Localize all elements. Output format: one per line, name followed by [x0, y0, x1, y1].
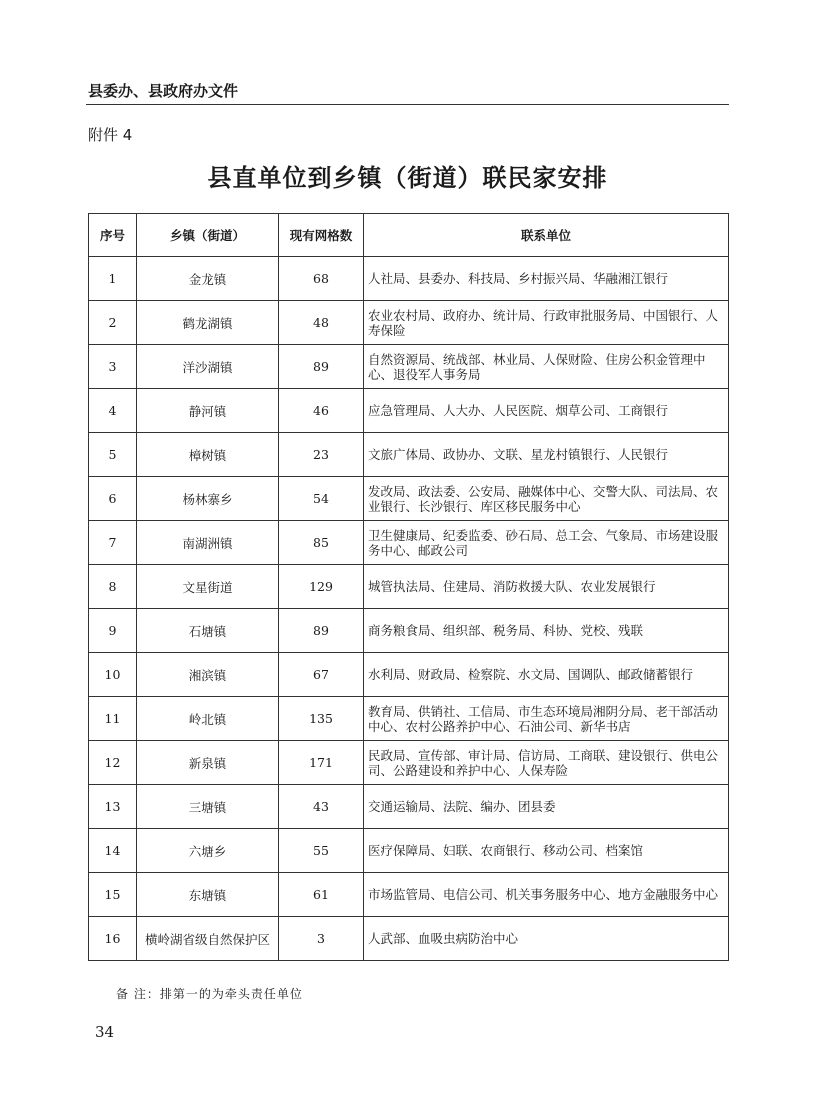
- assignment-table: [88, 213, 729, 961]
- row-town: 南湖洲镇: [137, 521, 279, 565]
- header-serial: 序号: [89, 214, 137, 257]
- row-grid-count: 46: [279, 389, 364, 433]
- page-number: 34: [95, 1023, 115, 1041]
- header-grid-count: 现有网格数: [279, 214, 364, 257]
- table-row: [89, 433, 729, 477]
- header-town: 乡镇（街道）: [137, 214, 279, 257]
- page-title: 县直单位到乡镇（街道）联民家安排: [207, 163, 608, 192]
- row-grid-count: 48: [279, 301, 364, 345]
- header-divider: [86, 104, 729, 105]
- row-grid-count: 68: [279, 257, 364, 301]
- row-serial: 1: [89, 257, 137, 301]
- row-grid-count: 54: [279, 477, 364, 521]
- row-serial: 3: [89, 345, 137, 389]
- row-town: 鹤龙湖镇: [137, 301, 279, 345]
- row-serial: 11: [89, 697, 137, 741]
- row-contact-units: 医疗保障局、妇联、农商银行、移动公司、档案馆: [364, 829, 729, 873]
- row-grid-count: 89: [279, 345, 364, 389]
- row-contact-units: 农业农村局、政府办、统计局、行政审批服务局、中国银行、人寿保险: [364, 301, 729, 345]
- footnote: 备 注：排第一的为牵头责任单位: [116, 987, 303, 1001]
- table-row: [89, 565, 729, 609]
- row-town: 石塘镇: [137, 609, 279, 653]
- table-row: [89, 917, 729, 961]
- row-contact-units: 城管执法局、住建局、消防救援大队、农业发展银行: [364, 565, 729, 609]
- table-row: [89, 389, 729, 433]
- row-town: 文星街道: [137, 565, 279, 609]
- row-town: 杨林寨乡: [137, 477, 279, 521]
- table-body: [89, 257, 729, 961]
- table-row: [89, 697, 729, 741]
- row-serial: 9: [89, 609, 137, 653]
- row-serial: 10: [89, 653, 137, 697]
- row-serial: 2: [89, 301, 137, 345]
- row-serial: 7: [89, 521, 137, 565]
- table-row: [89, 477, 729, 521]
- row-serial: 15: [89, 873, 137, 917]
- row-serial: 16: [89, 917, 137, 961]
- row-town: 新泉镇: [137, 741, 279, 785]
- table-header-row: [89, 214, 729, 257]
- row-grid-count: 135: [279, 697, 364, 741]
- row-town: 湘滨镇: [137, 653, 279, 697]
- row-serial: 14: [89, 829, 137, 873]
- row-contact-units: 商务粮食局、组织部、税务局、科协、党校、残联: [364, 609, 729, 653]
- table-row: [89, 653, 729, 697]
- attachment-label: 附件 4: [88, 126, 133, 144]
- row-town: 金龙镇: [137, 257, 279, 301]
- row-town: 樟树镇: [137, 433, 279, 477]
- row-contact-units: 应急管理局、人大办、人民医院、烟草公司、工商银行: [364, 389, 729, 433]
- row-serial: 12: [89, 741, 137, 785]
- row-town: 六塘乡: [137, 829, 279, 873]
- row-serial: 13: [89, 785, 137, 829]
- row-town: 静河镇: [137, 389, 279, 433]
- table-row: [89, 741, 729, 785]
- row-contact-units: 发改局、政法委、公安局、融媒体中心、交警大队、司法局、农业银行、长沙银行、库区移民服务中心: [364, 477, 729, 521]
- row-contact-units: 教育局、供销社、工信局、市生态环境局湘阴分局、老干部活动中心、农村公路养护中心、石油公司、新华书店: [364, 697, 729, 741]
- table-row: [89, 785, 729, 829]
- table-row: [89, 521, 729, 565]
- row-grid-count: 67: [279, 653, 364, 697]
- row-contact-units: 自然资源局、统战部、林业局、人保财险、住房公积金管理中心、退役军人事务局: [364, 345, 729, 389]
- header-contact-units: 联系单位: [364, 214, 729, 257]
- document-header: 县委办、县政府办文件: [88, 82, 239, 100]
- row-town: 横岭湖省级自然保护区: [137, 917, 279, 961]
- table-row: [89, 345, 729, 389]
- row-town: 东塘镇: [137, 873, 279, 917]
- row-town: 三塘镇: [137, 785, 279, 829]
- row-contact-units: 交通运输局、法院、编办、团县委: [364, 785, 729, 829]
- row-grid-count: 171: [279, 741, 364, 785]
- row-contact-units: 卫生健康局、纪委监委、砂石局、总工会、气象局、市场建设服务中心、邮政公司: [364, 521, 729, 565]
- row-contact-units: 市场监管局、电信公司、机关事务服务中心、地方金融服务中心: [364, 873, 729, 917]
- table-row: [89, 257, 729, 301]
- row-contact-units: 民政局、宣传部、审计局、信访局、工商联、建设银行、供电公司、公路建设和养护中心、人保寿险: [364, 741, 729, 785]
- row-grid-count: 89: [279, 609, 364, 653]
- table-row: [89, 829, 729, 873]
- row-town: 岭北镇: [137, 697, 279, 741]
- table-row: [89, 609, 729, 653]
- table-row: [89, 301, 729, 345]
- row-grid-count: 61: [279, 873, 364, 917]
- row-grid-count: 3: [279, 917, 364, 961]
- row-contact-units: 文旅广体局、政协办、文联、星龙村镇银行、人民银行: [364, 433, 729, 477]
- row-grid-count: 129: [279, 565, 364, 609]
- row-grid-count: 23: [279, 433, 364, 477]
- row-grid-count: 55: [279, 829, 364, 873]
- row-serial: 5: [89, 433, 137, 477]
- row-serial: 6: [89, 477, 137, 521]
- row-town: 洋沙湖镇: [137, 345, 279, 389]
- row-contact-units: 水利局、财政局、检察院、水文局、国调队、邮政储蓄银行: [364, 653, 729, 697]
- row-serial: 4: [89, 389, 137, 433]
- row-contact-units: 人武部、血吸虫病防治中心: [364, 917, 729, 961]
- row-contact-units: 人社局、县委办、科技局、乡村振兴局、华融湘江银行: [364, 257, 729, 301]
- row-grid-count: 43: [279, 785, 364, 829]
- table-row: [89, 873, 729, 917]
- row-serial: 8: [89, 565, 137, 609]
- row-grid-count: 85: [279, 521, 364, 565]
